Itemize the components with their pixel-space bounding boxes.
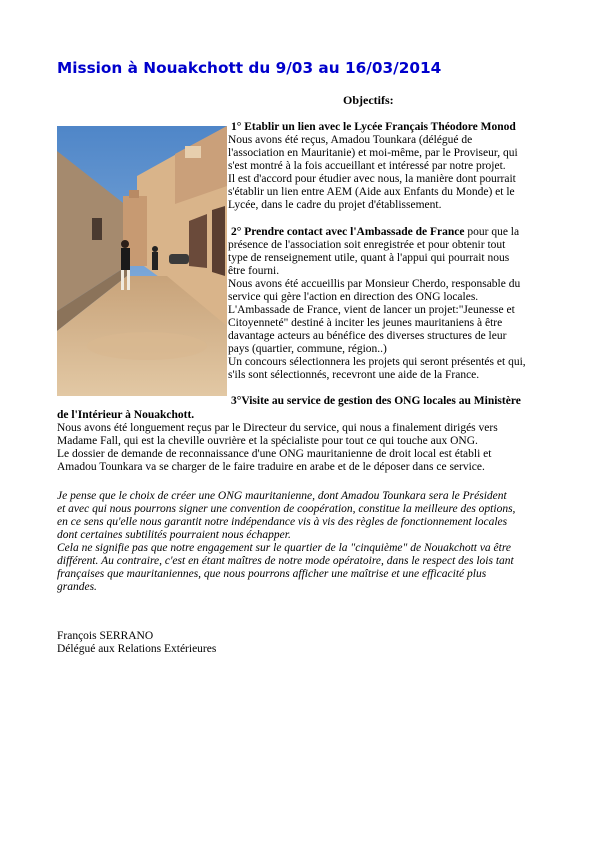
- street-photo: [57, 126, 227, 396]
- section-2-heading-line: [231, 226, 519, 239]
- section-2-line: être fourni.: [228, 265, 280, 277]
- section-3-line: Amadou Tounkara va se charger de le faire traduire en arabe et de le déposer dans ce service.: [57, 461, 485, 473]
- section-1-line: s'est montré à la fois accueillant et intéressé par notre projet.: [228, 160, 506, 172]
- section-2-line: présence de l'association soit enregistrée et pour obtenir tout: [228, 239, 506, 251]
- section-1-heading: 1° Etablir un lien avec le Lycée Français Théodore Monod: [231, 121, 516, 133]
- section-3-heading: 3°Visite au service de gestion des ONG locales au Ministère: [231, 395, 521, 407]
- signature-role: Délégué aux Relations Extérieures: [57, 643, 217, 655]
- section-3-heading-continued: de l'Intérieur à Nouakchott.: [57, 409, 195, 421]
- objectives-label: Objectifs:: [343, 93, 394, 107]
- section-3-line: Le dossier de demande de reconnaissance d'une ONG mauritanienne de droit local est établi et: [57, 448, 492, 460]
- conclusion-line: en ce sens qu'elle nous garantit notre indépendance vis à vis des règles de fonctionnement locales: [57, 516, 508, 528]
- section-2-line: s'ils sont sélectionnés, recevront une aide de la France.: [228, 369, 480, 381]
- section-3-line: Nous avons été longuement reçus par le Directeur du service, qui nous a finalement dirigés vers: [57, 422, 498, 434]
- section-3-line: Madame Fall, qui est la cheville ouvrière et la spécialiste pour tout ce qui touche aux ONG.: [57, 435, 478, 447]
- conclusion-line: Je pense que le choix de créer une ONG mauritanienne, dont Amadou Tounkara sera le Président: [57, 490, 507, 502]
- page-title: Mission à Nouakchott du 9/03 au 16/03/2014: [57, 59, 442, 77]
- section-2-line: Un concours sélectionnera les projets qui seront présentés et qui,: [228, 356, 526, 368]
- section-1-line: l'association en Mauritanie) et moi-même, par le Proviseur, qui: [228, 147, 518, 159]
- conclusion-line: dont certaines subtilités pourraient nous échapper.: [57, 529, 291, 541]
- street-photo-illustration: [57, 126, 227, 396]
- section-2-line: pays (quartier, commune, région..): [228, 343, 387, 355]
- section-1-line: Nous avons été reçus, Amadou Tounkara (délégué de: [228, 134, 473, 146]
- section-2-line: type de renseignement utile, quant à l'appui qui pourrait nous: [228, 252, 510, 264]
- section-2-line: Citoyenneté" destiné à inciter les jeunes mauritaniens à être: [228, 317, 503, 329]
- section-1-line: Il est d'accord pour étudier avec nous, la manière dont pourrait: [228, 173, 516, 185]
- section-2-heading-tail: pour que la: [464, 226, 520, 238]
- section-2-line: service qui gère l'action en direction des ONG locales.: [228, 291, 479, 303]
- signature-name: François SERRANO: [57, 630, 154, 642]
- section-2-line: davantage acteurs au bénéfice des diverses structures de leur: [228, 330, 507, 342]
- conclusion-line: différent. Au contraire, c'est en étant maîtres de notre mode opératoire, dans le respect des lois tant: [57, 555, 514, 567]
- conclusion-line: Cela ne signifie pas que notre engagement sur le quartier de la "cinquième" de Nouakchott va être: [57, 542, 512, 554]
- section-1-line: s'établir un lien entre AEM (Aide aux Enfants du Monde) et le: [228, 186, 515, 198]
- section-2-heading: 2° Prendre contact avec l'Ambassade de France: [231, 226, 465, 238]
- conclusion-line: grandes.: [57, 581, 97, 593]
- section-1-line: Lycée, dans le cadre du projet d'établissement.: [228, 199, 442, 211]
- section-2-line: Nous avons été accueillis par Monsieur Cherdo, responsable du: [228, 278, 521, 290]
- conclusion-line: et avec qui nous pourrons signer une convention de coopération, constitue la meilleure des options,: [57, 503, 516, 515]
- section-2-line: L'Ambassade de France, vient de lancer un projet:"Jeunesse et: [228, 304, 515, 316]
- conclusion-line: françaises que mauritaniennes, que nous pourrons afficher une maîtrise et une efficacité plus: [57, 568, 487, 580]
